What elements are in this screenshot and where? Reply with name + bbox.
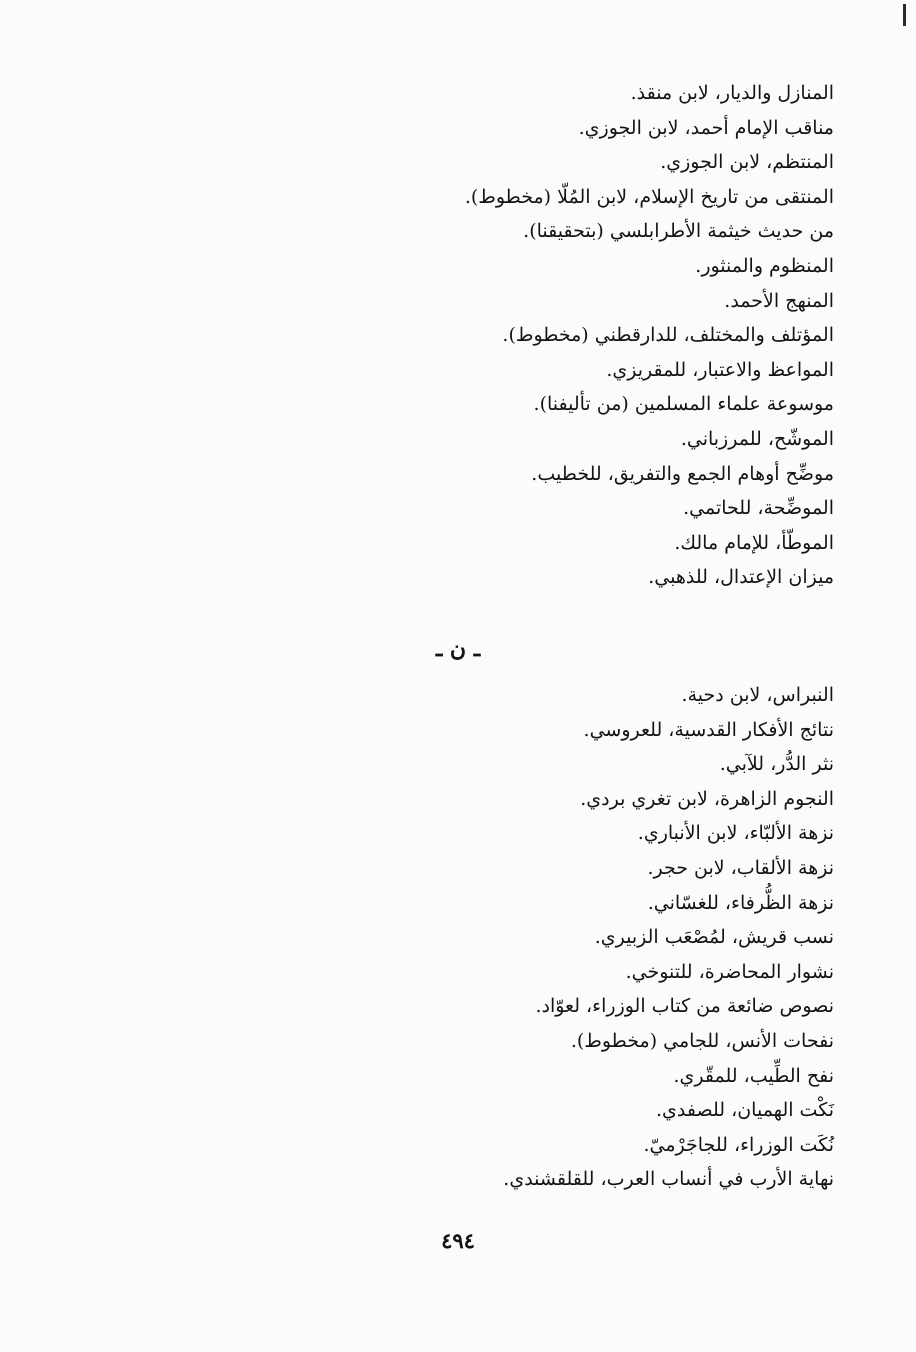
bibliography-entry: المنظوم والمنثور. xyxy=(695,254,834,277)
bibliography-entry: المؤتلف والمختلف، للدارقطني (مخطوط). xyxy=(502,324,834,347)
bibliography-section-noon xyxy=(374,678,834,1197)
bibliography-entry: المنازل والديار، لابن منقذ. xyxy=(630,82,834,104)
bibliography-entry: موسوعة علماء المسلمين (من تأليفنا). xyxy=(533,393,834,416)
bibliography-entry: المنهج الأحمد. xyxy=(724,289,834,312)
bibliography-entry: نشوار المحاضرة، للتنوخي. xyxy=(625,960,834,983)
bibliography-entry: نهاية الأرب في أنساب العرب، للقلقشندي. xyxy=(503,1168,834,1191)
bibliography-entry: نتائج الأفكار القدسية، للعروسي. xyxy=(583,718,834,741)
bibliography-entry: موضِّح أوهام الجمع والتفريق، للخطيب. xyxy=(531,462,834,485)
bibliography-entry: نسب قريش، لمُصْعَب الزبيري. xyxy=(594,926,834,949)
bibliography-entry: نثر الدُّر، للآبي. xyxy=(719,753,834,776)
bibliography-entry: نزهة الظُّرفاء، للغسّاني. xyxy=(647,891,834,914)
bibliography-entry: الموشّح، للمرزباني. xyxy=(680,427,834,450)
bibliography-entry: نزهة الألبّاء، لابن الأنباري. xyxy=(637,822,834,845)
scan-edge-mark xyxy=(903,4,906,26)
bibliography-entry: نصوص ضائعة من كتاب الوزراء، لعوّاد. xyxy=(535,995,834,1018)
bibliography-entry: المواعظ والاعتبار، للمقريزي. xyxy=(606,358,834,381)
bibliography-entry: من حديث خيثمة الأطرابلسي (بتحقيقنا). xyxy=(523,220,834,243)
bibliography-entry: نفح الطِّيب، للمقّري. xyxy=(673,1064,834,1087)
bibliography-entry: مناقب الإمام أحمد، لابن الجوزي. xyxy=(578,116,834,139)
bibliography-entry: نزهة الألقاب، لابن حجر. xyxy=(647,856,834,879)
bibliography-entry: النجوم الزاهرة، لابن تغري بردي. xyxy=(580,787,834,810)
bibliography-entry: نفحات الأنس، للجامي (مخطوط). xyxy=(570,1029,834,1052)
bibliography-entry: نُكَت الوزراء، للجاجَرْميّ. xyxy=(643,1133,834,1156)
section-heading-noon: ـ ن ـ xyxy=(435,636,481,662)
bibliography-entry: المنتظم، لابن الجوزي. xyxy=(660,151,834,174)
bibliography-entry: ميزان الإعتدال، للذهبي. xyxy=(648,566,834,589)
bibliography-entry: النبراس، لابن دحية. xyxy=(681,684,834,706)
bibliography-entry: الموطّأ، للإمام مالك. xyxy=(674,531,834,554)
page-number: ٤٩٤ xyxy=(441,1228,475,1253)
bibliography-section-meem xyxy=(374,76,834,595)
bibliography-entry: المنتقى من تاريخ الإسلام، لابن المُلّا (مخطوط). xyxy=(464,185,834,208)
bibliography-entry: الموضِّحة، للحاتمي. xyxy=(683,497,834,520)
bibliography-entry: نَكْت الهميان، للصفدي. xyxy=(656,1099,834,1122)
